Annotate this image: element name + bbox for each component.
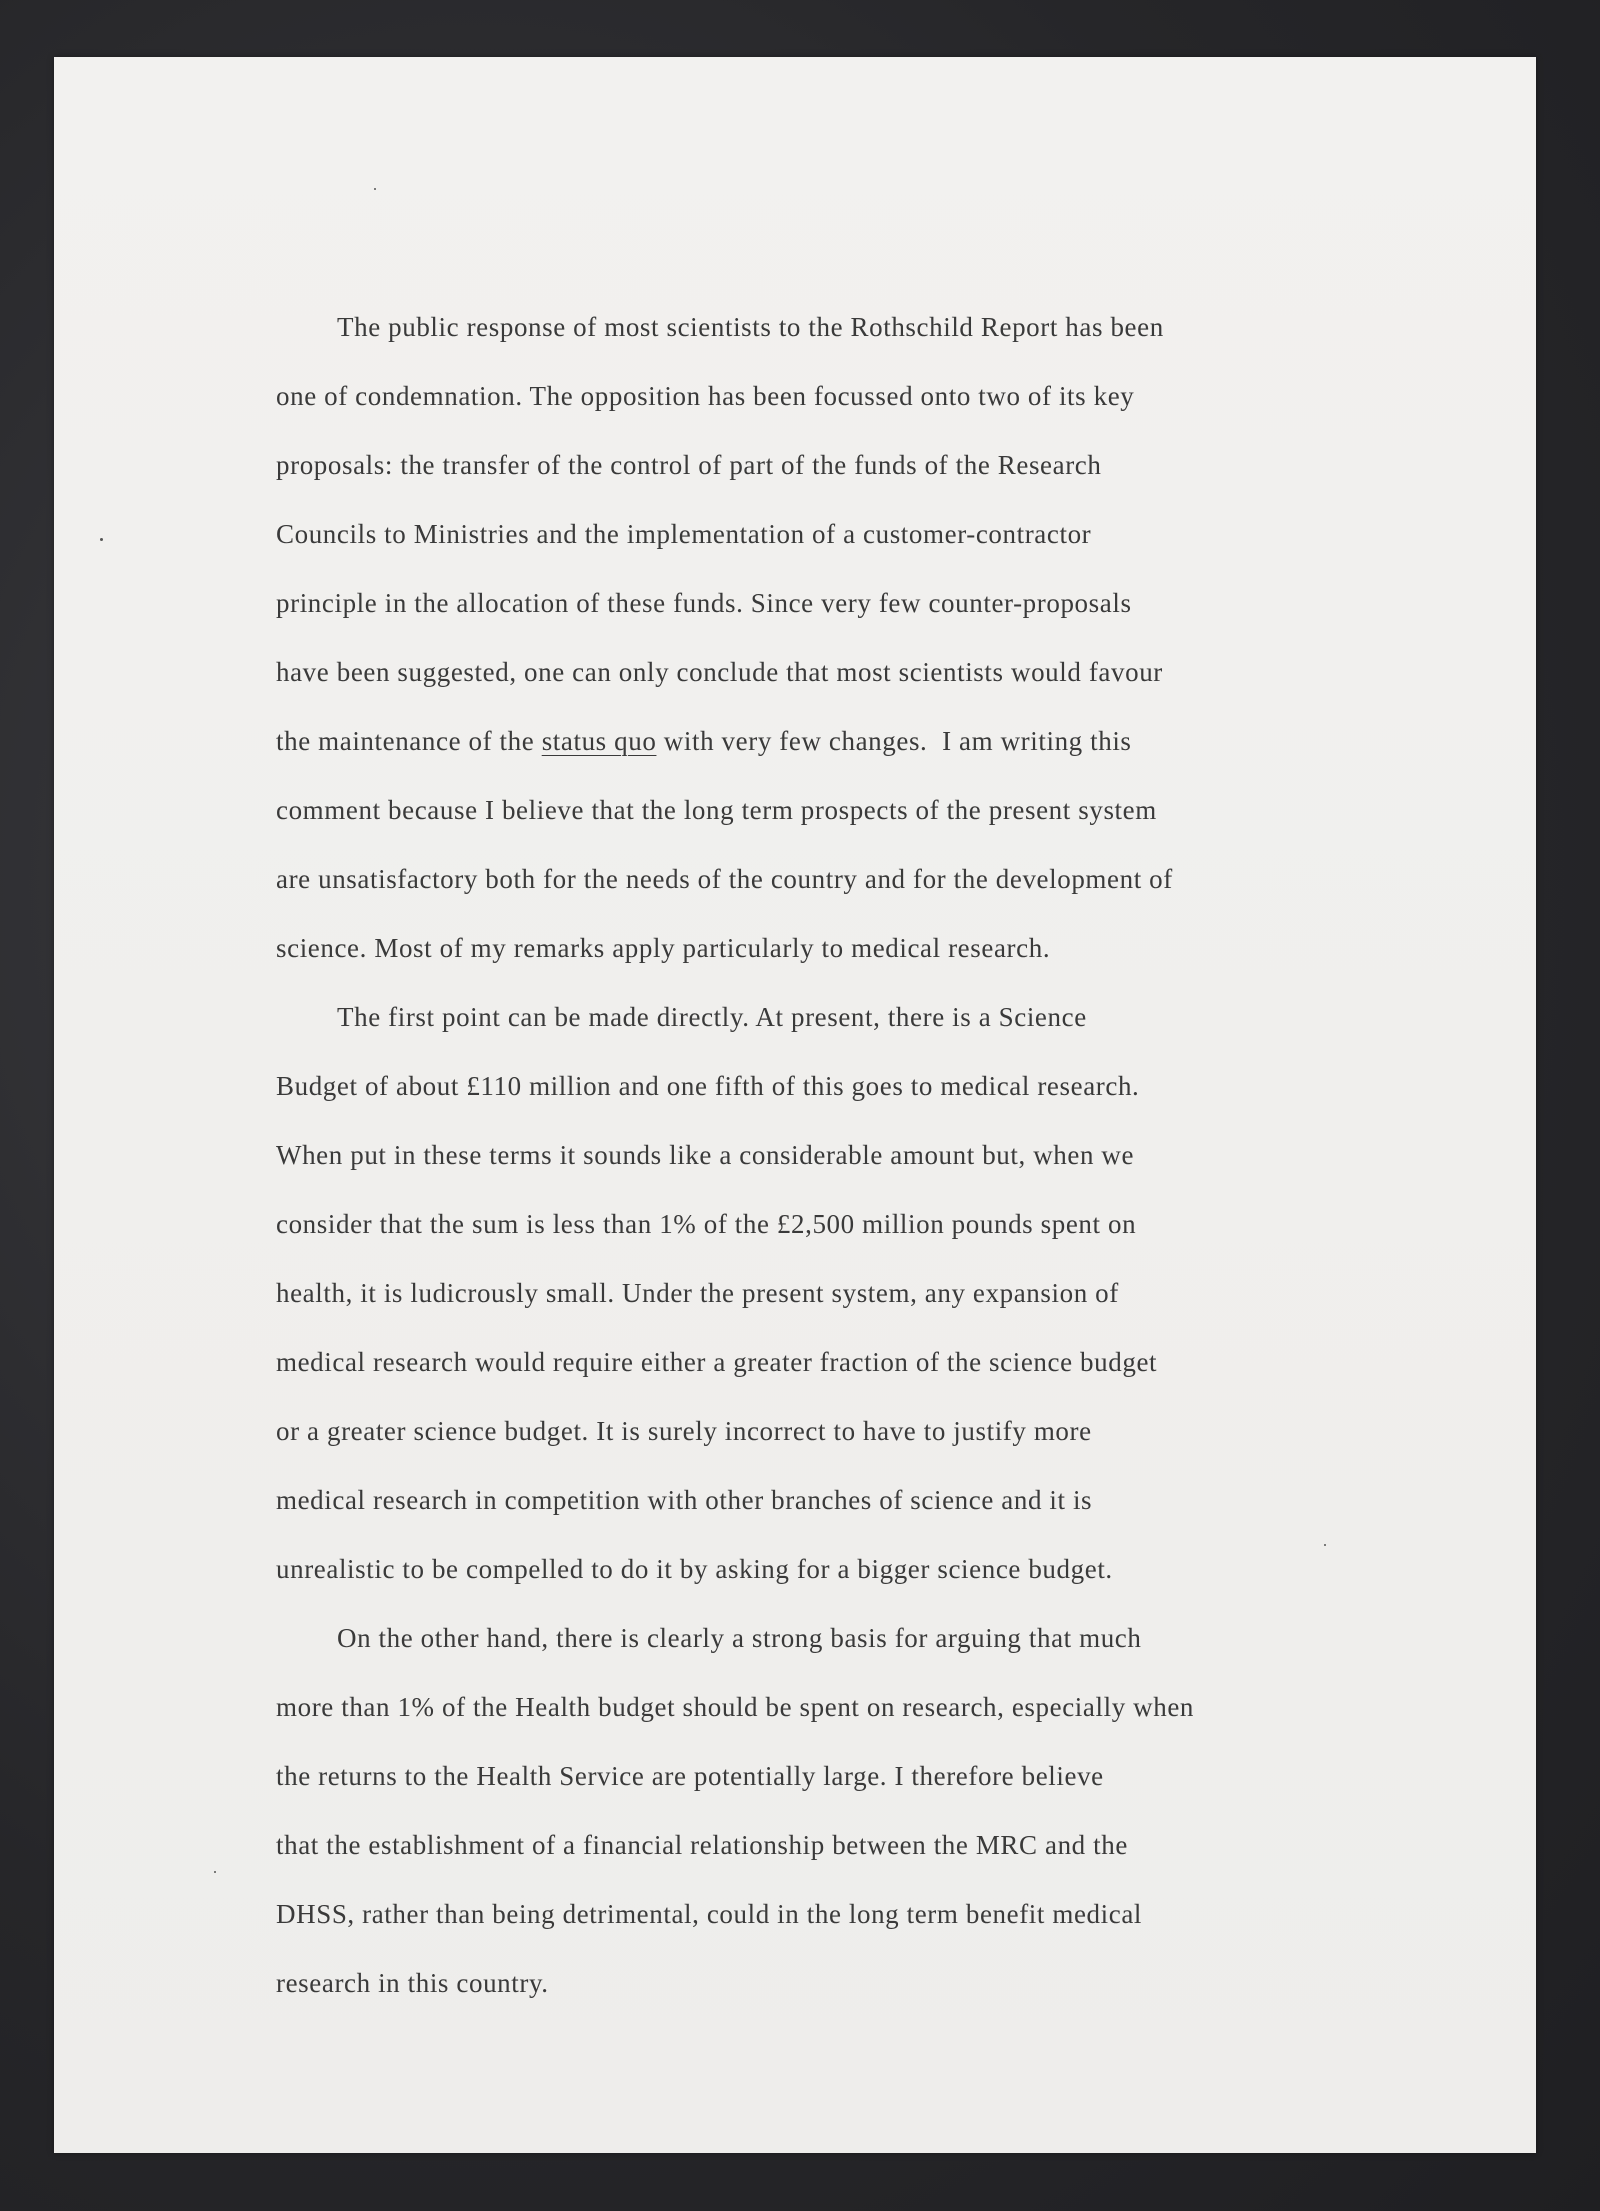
text-line: Budget of about £110 million and one fifth of this goes to medical research.	[276, 1071, 1140, 1101]
text-line: science. Most of my remarks apply particularly to medical research.	[276, 933, 1051, 963]
text-line	[276, 707, 1416, 776]
text-line: The public response of most scientists to the Rothschild Report has been	[337, 312, 1164, 342]
text-line: more than 1% of the Health budget should be spent on research, especially when	[276, 1692, 1195, 1722]
text-line: Councils to Ministries and the implementation of a customer-contractor	[276, 519, 1092, 549]
paragraph-3	[276, 1604, 1416, 2018]
text-line: proposals: the transfer of the control of part of the funds of the Research	[276, 450, 1102, 480]
text-line: DHSS, rather than being detrimental, could in the long term benefit medical	[276, 1899, 1143, 1929]
underlined-phrase: status quo	[541, 726, 657, 756]
text-line: or a greater science budget. It is surely incorrect to have to justify more	[276, 1416, 1092, 1446]
text-line: consider that the sum is less than 1% of the £2,500 million pounds spent on	[276, 1209, 1137, 1239]
text-line: that the establishment of a financial relationship between the MRC and the	[276, 1830, 1128, 1860]
text-line: health, it is ludicrously small. Under the present system, any expansion of	[276, 1278, 1119, 1308]
paragraph-2	[276, 983, 1416, 1604]
text-line: medical research would require either a greater fraction of the science budget	[276, 1347, 1158, 1377]
paper-speck	[100, 538, 103, 541]
paper-speck	[1324, 1544, 1326, 1546]
text-segment: with very few changes. I am writing this	[656, 726, 1132, 756]
text-line: principle in the allocation of these funds. Since very few counter-proposals	[276, 588, 1132, 618]
paper-speck	[214, 1871, 216, 1873]
paper-speck	[374, 188, 376, 190]
text-line: one of condemnation. The opposition has been focussed onto two of its key	[276, 381, 1135, 411]
text-line: unrealistic to be compelled to do it by asking for a bigger science budget.	[276, 1554, 1113, 1584]
text-line: comment because I believe that the long term prospects of the present system	[276, 795, 1157, 825]
text-line: have been suggested, one can only conclude that most scientists would favour	[276, 657, 1163, 687]
text-line: are unsatisfactory both for the needs of the country and for the development of	[276, 864, 1173, 894]
text-line: the returns to the Health Service are potentially large. I therefore believe	[276, 1761, 1104, 1791]
text-line: The first point can be made directly. At present, there is a Science	[337, 1002, 1087, 1032]
document-page	[54, 57, 1536, 2153]
document-body	[276, 293, 1416, 2018]
text-line: When put in these terms it sounds like a considerable amount but, when we	[276, 1140, 1135, 1170]
text-line: research in this country.	[276, 1968, 549, 1998]
text-segment: the maintenance of the	[276, 726, 542, 756]
text-line: On the other hand, there is clearly a strong basis for arguing that much	[337, 1623, 1142, 1653]
paragraph-1	[276, 293, 1416, 983]
text-line: medical research in competition with other branches of science and it is	[276, 1485, 1093, 1515]
